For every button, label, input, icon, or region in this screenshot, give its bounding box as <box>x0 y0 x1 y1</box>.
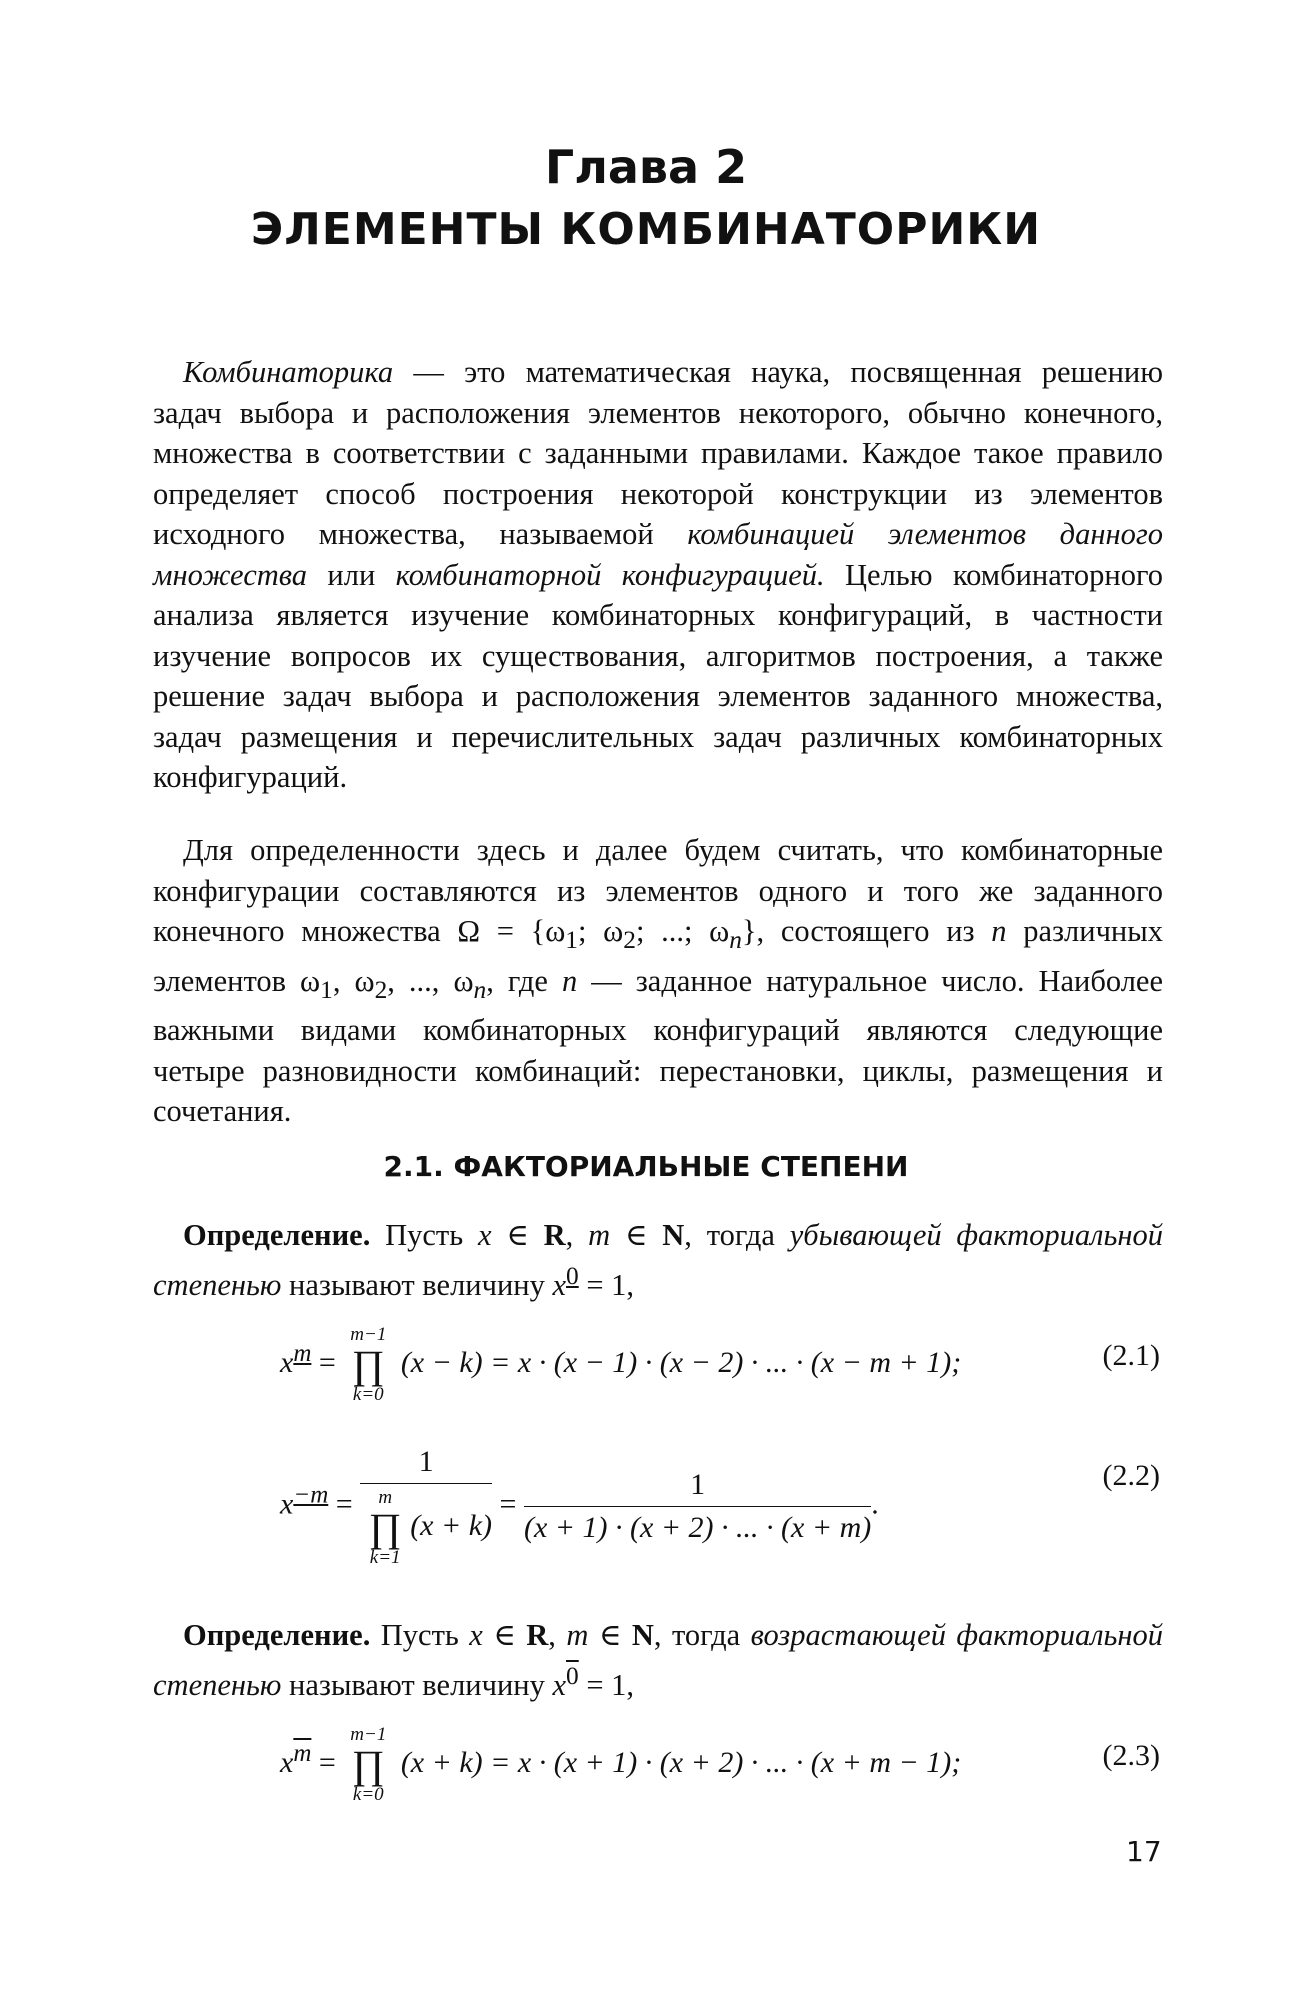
equation-2-2: $x^{-m}$ = 1 m ∏ k=1 (x + k) = $\frac{1}{(x + 1) \cdot (x + 2) \cdot ... \cdot (x + m)}$ . (2.2) <box>280 1445 1160 1568</box>
fraction-expanded: $\frac{1}{(x + 1) \cdot (x + 2) \cdot ... \cdot (x + m)}$ <box>523 1468 872 1544</box>
term-rising-power: возрастающей факториальной степенью <box>153 1618 1163 1702</box>
equation-2-1: $x^m$ = m−1 ∏ k=0 (x − k) = x · (x − 1) · (x − 2) · ... · (x − m + 1); (2.1) <box>280 1324 1160 1405</box>
definition-label: Определение. <box>183 1218 371 1252</box>
definition-falling: Определение. Пусть x ∈ R, m ∈ N, тогда убывающей факториальной степенью называют величину $x^0 = 1$, <box>153 1218 1163 1302</box>
definition-rising: Определение. Пусть x ∈ R, m ∈ N, тогда возрастающей факториальной степенью называют величину $x^0 = 1$, <box>153 1618 1163 1702</box>
term-combinatorics: Комбинаторика <box>183 355 394 389</box>
product-symbol: m−1 ∏ k=0 <box>350 1324 387 1405</box>
chapter-number: Глава 2 <box>544 140 748 194</box>
equation-number: (2.3) <box>1102 1739 1160 1772</box>
definition-label: Определение. <box>183 1618 371 1652</box>
term-combination: комбинацией элементов данного множества <box>153 517 1163 592</box>
equation-number: (2.1) <box>1102 1339 1160 1372</box>
equation-number: (2.2) <box>1102 1459 1160 1492</box>
intro-paragraph-2: Для определенности здесь и далее будем считать, что комбинаторные конфигурации составляются из элементов одного и того же заданного конечного множества $\Omega = \{\omega_1$; $\omega_2$; ...; $\omega_n$}, состоящего из n различных элементов $\omega_1$, $\omega_2$, ..., $\omega_n$, где n — заданное натуральное число. Наиболее важными видами комбинаторных конфигураций являются следующие четыре разновидности комбинаций: перестановки, циклы, размещения и сочетания. <box>153 833 1164 1129</box>
term-configuration: комбинаторной конфигурацией. <box>395 557 825 592</box>
fraction-product: 1 m ∏ k=1 (x + k) <box>360 1445 492 1568</box>
chapter-title: ЭЛЕМЕНТЫ КОМБИНАТОРИКИ <box>250 204 1042 255</box>
section-title: 2.1. ФАКТОРИАЛЬНЫЕ СТЕПЕНИ <box>383 1150 909 1183</box>
term-falling-power: убывающей факториальной степенью <box>153 1218 1163 1302</box>
product-symbol: m−1 ∏ k=0 <box>350 1724 387 1805</box>
intro-paragraph-1: Комбинаторика — это математическая наука, посвященная решению задач выбора и расположения элементов некоторого, обычно конечного, множества в соответствии с заданными правилами. Каждое такое правило определяет способ построения некоторой конструкции из элементов исходного множества, называемой комбинацией элементов данного множества или комбинаторной конфигурацией. Целью комбинаторного анализа является изучение комбинаторных конфигураций, в частности изучение вопросов их существования, алгоритмов построения, а также решение задач выбора и расположения элементов заданного множества, задач размещения и перечислительных задач различных комбинаторных конфигураций. <box>153 355 1163 794</box>
equation-2-3: $x^{\overline{m}}$ = m−1 ∏ k=0 (x + k) = x · (x + 1) · (x + 2) · ... · (x + m − 1); (2.3) <box>280 1724 1160 1805</box>
page-number: 17 <box>1126 1835 1162 1868</box>
